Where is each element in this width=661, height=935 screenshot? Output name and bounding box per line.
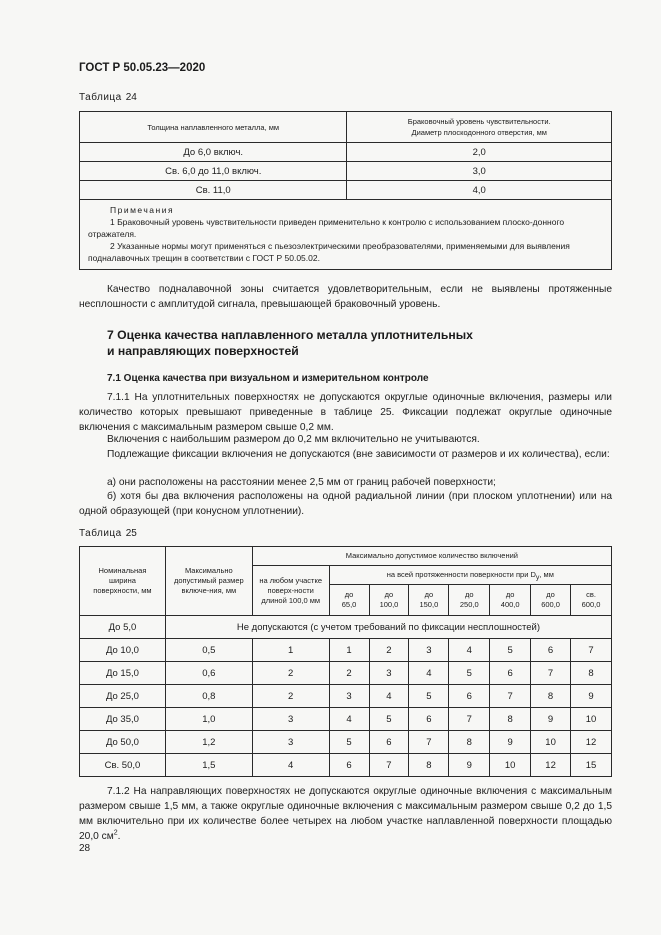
col-dia-header [329,585,369,616]
width-cell: До 50,0 [80,731,166,754]
paragraph-7-1-1: 7.1.1 На уплотнительных поверхностях не допускаются округлые одиночные включения, размеры или количество которых превышают приведенные в таблице 25. Фиксации подлежат округлые одиночные включения с максимальным размером свыше 0,2 мм. [79,392,612,433]
max-size-cell: 1,0 [165,708,252,731]
dia-prefix: св. [586,590,596,599]
width-cell: До 5,0 [80,616,166,639]
dia-prefix: до [424,590,434,599]
table-caption-word: Таблица [79,92,122,103]
unit-superscript: 2 [113,829,118,837]
table-row [80,143,612,162]
paragraph-small-inclusions: Включения с наибольшим размером до 0,2 мм включительно не учитываются. [107,434,480,445]
table-row [80,685,612,708]
max-size-cell: 1,5 [165,754,252,777]
col-width-header: Номинальная ширина поверхности, мм [80,547,166,616]
table-row [80,754,612,777]
count-cell: 10 [571,708,612,731]
col-dia-header [409,585,449,616]
table-caption-number: 24 [125,92,137,103]
standard-header: ГОСТ Р 50.05.23—2020 [79,62,206,74]
table-row [80,731,612,754]
count-cell: 6 [490,662,531,685]
any-section-cell: 4 [252,754,329,777]
col-full-length-header [329,566,611,585]
count-cell: 3 [409,639,449,662]
dia-value: 150,0 [419,600,439,609]
col-any-section-header: на любом участке поверх-ности длиной 100,0 мм [252,566,329,616]
any-section-cell: 1 [252,639,329,662]
count-cell: 7 [490,685,531,708]
thickness-cell: Св. 6,0 до 11,0 включ. [80,162,347,181]
count-cell: 2 [369,639,409,662]
dia-value: 600,0 [581,600,601,609]
table-caption-number: 25 [125,528,137,539]
diameter-cell: 2,0 [347,143,612,162]
notes-cell [80,200,612,270]
count-cell: 12 [531,754,571,777]
count-cell: 7 [449,708,490,731]
any-section-cell: 2 [252,662,329,685]
width-cell: До 25,0 [80,685,166,708]
count-cell: 9 [531,708,571,731]
section-title-line1: 7 Оценка качества наплавленного металла уплотнительных [107,328,473,342]
max-size-cell: 0,8 [165,685,252,708]
full-length-unit: , мм [539,570,554,579]
count-cell: 6 [449,685,490,708]
quality-paragraph: Качество подналавочной зоны считается удовлетворительным, если не выявлены протяженные несплошности с амплитудой сигнала, превышающей браковочный уровень. [79,284,612,310]
col-dia-header [369,585,409,616]
count-cell: 6 [369,731,409,754]
paragraph-7-1-2 [79,784,612,844]
count-cell: 4 [409,662,449,685]
count-cell: 10 [531,731,571,754]
count-cell: 6 [409,708,449,731]
dia-value: 65,0 [341,600,357,609]
paragraph-7-1-2-text: 7.1.2 На направляющих поверхностях не допускаются округлые одиночные включения с максимальным размером свыше 1,5 мм, а также округлые одиночные включения с максимальным размером свыше 0,2 до 1,5 мм включительно при их количестве более четырех на любом участке наплавленной поверхности площадью 20,0 см [79,786,612,842]
count-cell: 12 [571,731,612,754]
col-thickness-header: Толщина наплавленного металла, мм [80,112,347,143]
table-row [80,162,612,181]
section-7-title [107,327,473,359]
note-1: 1 Браковочный уровень чувствительности приведен применительно к контролю с использованием плоско-донного отражателя. [88,217,565,239]
table-row [80,708,612,731]
dia-value: 250,0 [459,600,479,609]
count-cell: 7 [531,662,571,685]
col-diameter-header [347,112,612,143]
dia-prefix: до [384,590,394,599]
table-row [80,662,612,685]
count-cell: 7 [409,731,449,754]
count-cell: 4 [369,685,409,708]
thickness-cell: До 6,0 включ. [80,143,347,162]
table-24 [79,111,612,270]
col-dia-header [531,585,571,616]
count-cell: 3 [369,662,409,685]
count-cell: 3 [329,685,369,708]
note-2: 2 Указанные нормы могут применяться с пьезоэлектрическими преобразователями, применяемыми для выявления подналавочных трещин в соответствии с ГОСТ Р 50.05.02. [88,241,570,263]
dia-prefix: до [464,590,474,599]
col-dia-header [571,585,612,616]
dia-value: 400,0 [500,600,520,609]
paragraph-fixation: Подлежащие фиксации включения не допускаются (вне зависимости от размеров и их количества), если: [107,449,610,460]
dia-prefix: до [546,590,555,599]
section-title-line2: и направляющих поверхностей [107,344,299,358]
paragraph-item-a: а) они расположены на расстоянии менее 2,5 мм от границ рабочей поверхности; [107,477,496,488]
table-25-caption [79,528,137,539]
width-cell: До 10,0 [80,639,166,662]
width-cell: До 15,0 [80,662,166,685]
count-cell: 8 [531,685,571,708]
col-count-group-header: Максимально допустимое количество включений [252,547,611,566]
count-cell: 8 [409,754,449,777]
count-cell: 9 [449,754,490,777]
width-cell: Св. 50,0 [80,754,166,777]
count-cell: 1 [329,639,369,662]
thickness-cell: Св. 11,0 [80,181,347,200]
count-cell: 5 [490,639,531,662]
count-cell: 5 [409,685,449,708]
col-max-size-header: Максимально допустимый размер включе-ния, мм [165,547,252,616]
col-diameter-header-line1: Браковочный уровень чувствительности. [407,117,551,126]
page-number: 28 [79,843,91,854]
any-section-cell: 3 [252,708,329,731]
count-cell: 5 [369,708,409,731]
count-cell: 4 [329,708,369,731]
col-dia-header [490,585,531,616]
count-cell: 8 [490,708,531,731]
paragraph-item-b: б) хотя бы два включения расположены на одной радиальной линии (при плоском уплотнении) или на одной образующей (при конусном уплотнении). [79,491,612,517]
count-cell: 5 [449,662,490,685]
paragraph-7-1-2-end: . [117,831,121,842]
not-allowed-cell: Не допускаются (с учетом требований по фиксации несплошностей) [165,616,611,639]
table-row [80,639,612,662]
notes-title: Примечания [110,205,175,215]
notes-row [80,200,612,270]
table-header-row [80,112,612,143]
dia-prefix: до [344,590,354,599]
count-cell: 8 [571,662,612,685]
diameter-cell: 3,0 [347,162,612,181]
count-cell: 15 [571,754,612,777]
table-caption-word: Таблица [79,528,122,539]
dia-prefix: до [505,590,515,599]
max-size-cell: 0,5 [165,639,252,662]
count-cell: 9 [571,685,612,708]
subsection-7-1-title: 7.1 Оценка качества при визуальном и измерительном контроле [107,373,429,384]
any-section-cell: 3 [252,731,329,754]
table-25 [79,546,612,777]
count-cell: 6 [329,754,369,777]
dia-value: 100,0 [379,600,399,609]
table-header-row [80,547,612,566]
max-size-cell: 0,6 [165,662,252,685]
table-25-body [80,639,612,777]
any-section-cell: 2 [252,685,329,708]
col-dia-header [449,585,490,616]
count-cell: 9 [490,731,531,754]
diameter-cell: 4,0 [347,181,612,200]
full-length-text: на всей протяженности поверхности при D [386,570,536,579]
count-cell: 10 [490,754,531,777]
table-row [80,181,612,200]
count-cell: 2 [329,662,369,685]
full-length-subscript: у [535,574,540,582]
col-diameter-header-line2: Диаметр плоскодонного отверстия, мм [411,128,547,137]
max-size-cell: 1,2 [165,731,252,754]
table-24-caption [79,92,137,103]
count-cell: 7 [571,639,612,662]
count-cell: 4 [449,639,490,662]
count-cell: 6 [531,639,571,662]
width-cell: До 35,0 [80,708,166,731]
count-cell: 8 [449,731,490,754]
dia-value: 600,0 [541,600,560,609]
count-cell: 7 [369,754,409,777]
count-cell: 5 [329,731,369,754]
table-row [80,616,612,639]
